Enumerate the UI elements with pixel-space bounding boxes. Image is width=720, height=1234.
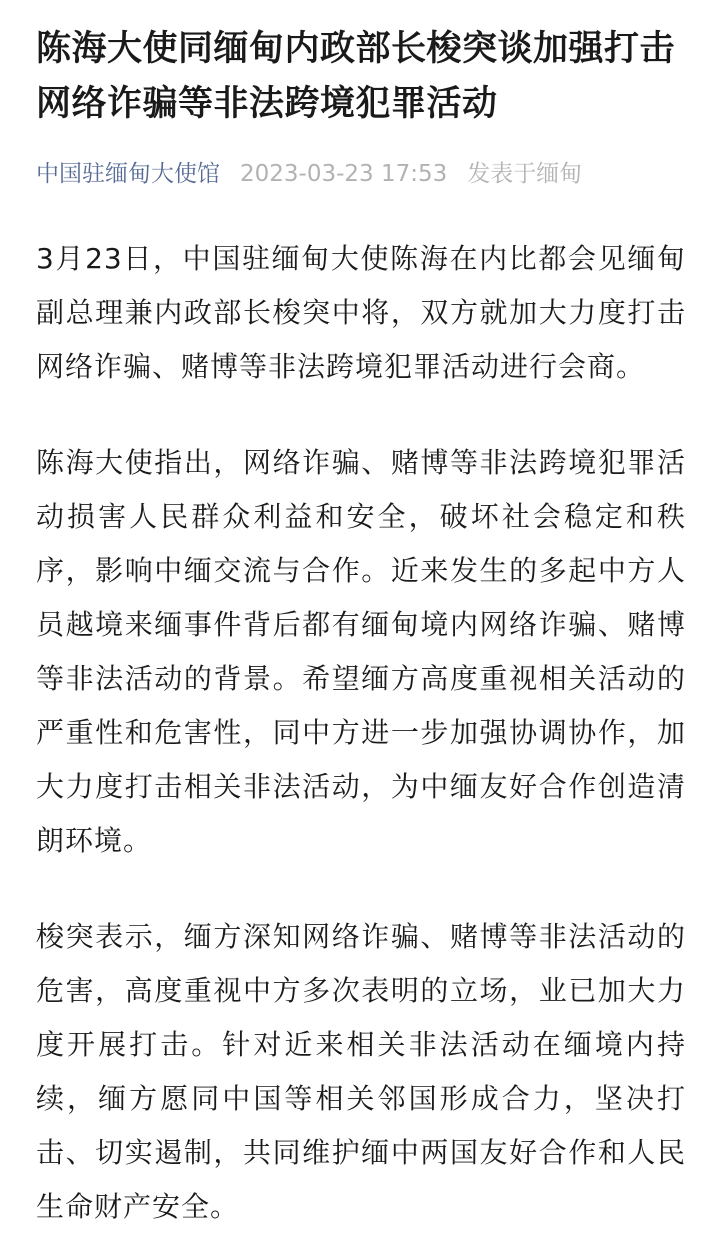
article-title: 陈海大使同缅甸内政部长梭突谈加强打击网络诈骗等非法跨境犯罪活动 <box>36 29 676 124</box>
publish-time: 2023-03-23 17:53 <box>240 161 448 187</box>
article-meta <box>36 158 686 190</box>
paragraph: 梭突表示，缅方深知网络诈骗、赌博等非法活动的危害，高度重视中方多次表明的立场，业已加大力度开展打击。针对近来相关非法活动在缅境内持续，缅方愿同中国等相关邻国形成合力，坚决打击、切实遏制，共同维护缅中两国友好合作和人民生命财产安全。 <box>36 920 686 1223</box>
account-name-link[interactable]: 中国驻缅甸大使馆 <box>36 161 220 187</box>
paragraph: 陈海大使指出，网络诈骗、赌博等非法跨境犯罪活动损害人民群众利益和安全，破坏社会稳定和秩序，影响中缅交流与合作。近来发生的多起中方人员越境来缅事件背后都有缅甸境内网络诈骗、赌博等非法活动的背景。希望缅方高度重视相关活动的严重性和危害性，同中方进一步加强协调协作，加大力度打击相关非法活动，为中缅友好合作创造清朗环境。 <box>36 446 686 857</box>
paragraph: 3月23日，中国驻缅甸大使陈海在内比都会见缅甸副总理兼内政部长梭突中将，双方就加大力度打击网络诈骗、赌博等非法跨境犯罪活动进行会商。 <box>36 242 686 383</box>
article-content <box>36 232 686 1234</box>
publish-location: 发表于缅甸 <box>467 161 583 187</box>
